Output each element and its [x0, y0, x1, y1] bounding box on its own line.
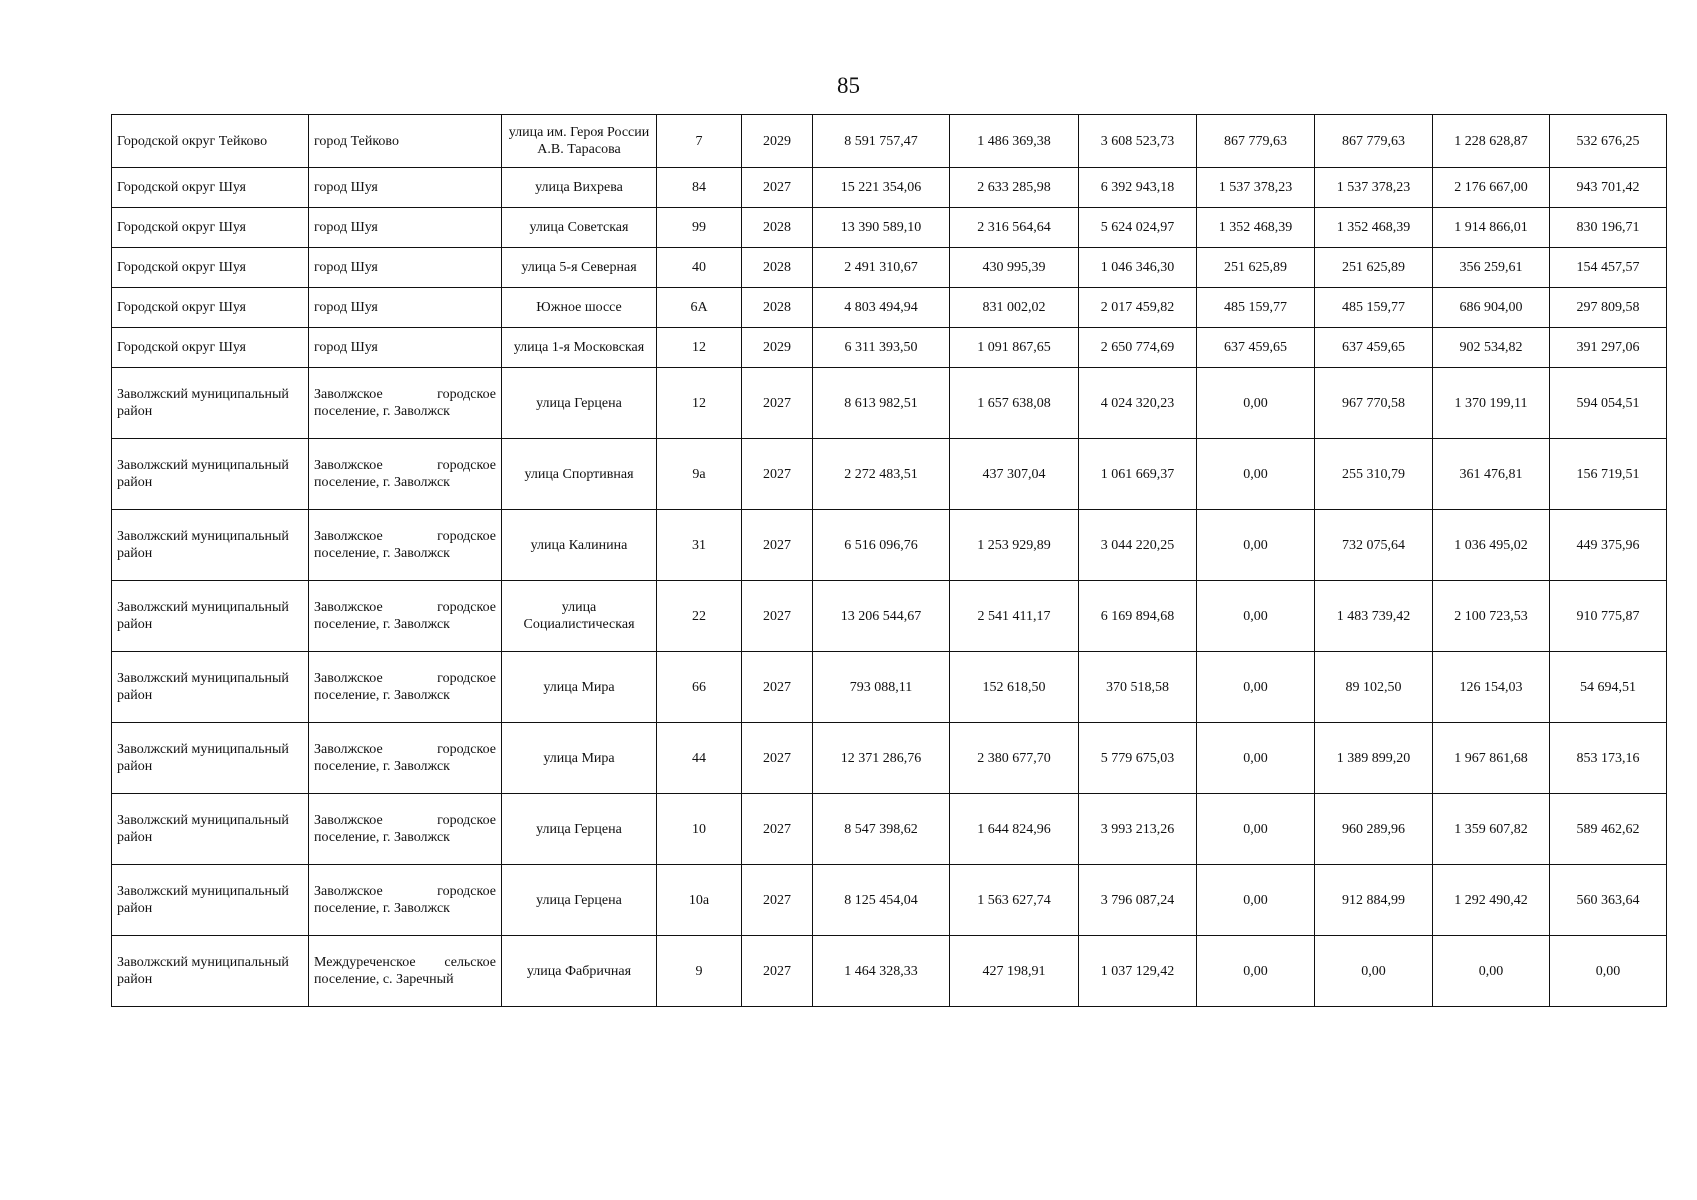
- cost-cell-1: 1 644 824,96: [950, 794, 1079, 865]
- year-cell: 2027: [742, 936, 813, 1007]
- street-cell: улица им. Героя России А.В. Тарасова: [502, 115, 657, 168]
- total-cost-cell: 12 371 286,76: [813, 723, 950, 794]
- cost-cell-6: 154 457,57: [1550, 248, 1667, 288]
- cost-cell-2: 4 024 320,23: [1079, 368, 1197, 439]
- settlement-cell: Заволжское городское поселение, г. Заволжск: [309, 368, 502, 439]
- cost-cell-2: 6 392 943,18: [1079, 168, 1197, 208]
- cost-cell-2: 3 044 220,25: [1079, 510, 1197, 581]
- settlement-cell: Междуреченское сельское поселение, с. Заречный: [309, 936, 502, 1007]
- cost-cell-5: 1 292 490,42: [1433, 865, 1550, 936]
- year-cell: 2027: [742, 439, 813, 510]
- cost-cell-2: 3 608 523,73: [1079, 115, 1197, 168]
- cost-cell-6: 391 297,06: [1550, 328, 1667, 368]
- cost-cell-6: 910 775,87: [1550, 581, 1667, 652]
- table-row: [112, 936, 1667, 1007]
- cost-cell-1: 437 307,04: [950, 439, 1079, 510]
- cost-cell-1: 2 316 564,64: [950, 208, 1079, 248]
- table-row: [112, 581, 1667, 652]
- year-cell: 2027: [742, 368, 813, 439]
- year-cell: 2027: [742, 865, 813, 936]
- year-cell: 2027: [742, 581, 813, 652]
- table-row: [112, 328, 1667, 368]
- cost-cell-3: 0,00: [1197, 581, 1315, 652]
- cost-cell-2: 5 779 675,03: [1079, 723, 1197, 794]
- street-cell: улица Герцена: [502, 794, 657, 865]
- street-cell: улица 5-я Северная: [502, 248, 657, 288]
- cost-cell-5: 1 359 607,82: [1433, 794, 1550, 865]
- municipality-cell: Заволжский муниципальный район: [112, 723, 309, 794]
- cost-cell-5: 0,00: [1433, 936, 1550, 1007]
- municipality-cell: Заволжский муниципальный район: [112, 652, 309, 723]
- cost-cell-5: 2 176 667,00: [1433, 168, 1550, 208]
- cost-cell-1: 427 198,91: [950, 936, 1079, 1007]
- house-number-cell: 31: [657, 510, 742, 581]
- cost-cell-1: 2 541 411,17: [950, 581, 1079, 652]
- settlement-cell: город Шуя: [309, 208, 502, 248]
- year-cell: 2027: [742, 168, 813, 208]
- cost-cell-4: 912 884,99: [1315, 865, 1433, 936]
- cost-cell-4: 637 459,65: [1315, 328, 1433, 368]
- cost-cell-1: 1 563 627,74: [950, 865, 1079, 936]
- municipality-cell: Городской округ Шуя: [112, 168, 309, 208]
- cost-cell-6: 532 676,25: [1550, 115, 1667, 168]
- cost-cell-6: 0,00: [1550, 936, 1667, 1007]
- cost-cell-5: 356 259,61: [1433, 248, 1550, 288]
- street-cell: улица Герцена: [502, 368, 657, 439]
- year-cell: 2028: [742, 248, 813, 288]
- year-cell: 2028: [742, 208, 813, 248]
- cost-cell-1: 2 380 677,70: [950, 723, 1079, 794]
- house-number-cell: 84: [657, 168, 742, 208]
- cost-cell-3: 0,00: [1197, 652, 1315, 723]
- cost-cell-6: 830 196,71: [1550, 208, 1667, 248]
- settlement-cell: Заволжское городское поселение, г. Заволжск: [309, 723, 502, 794]
- total-cost-cell: 1 464 328,33: [813, 936, 950, 1007]
- cost-cell-4: 1 483 739,42: [1315, 581, 1433, 652]
- cost-cell-6: 560 363,64: [1550, 865, 1667, 936]
- total-cost-cell: 793 088,11: [813, 652, 950, 723]
- year-cell: 2028: [742, 288, 813, 328]
- cost-cell-4: 867 779,63: [1315, 115, 1433, 168]
- house-number-cell: 7: [657, 115, 742, 168]
- cost-cell-3: 0,00: [1197, 936, 1315, 1007]
- table-row: [112, 723, 1667, 794]
- street-cell: улица Калинина: [502, 510, 657, 581]
- year-cell: 2027: [742, 794, 813, 865]
- total-cost-cell: 2 491 310,67: [813, 248, 950, 288]
- cost-cell-3: 0,00: [1197, 865, 1315, 936]
- house-number-cell: 10: [657, 794, 742, 865]
- cost-cell-4: 89 102,50: [1315, 652, 1433, 723]
- cost-cell-3: 0,00: [1197, 794, 1315, 865]
- cost-cell-5: 1 228 628,87: [1433, 115, 1550, 168]
- settlement-cell: город Шуя: [309, 168, 502, 208]
- house-number-cell: 66: [657, 652, 742, 723]
- cost-cell-4: 1 389 899,20: [1315, 723, 1433, 794]
- table-row: [112, 288, 1667, 328]
- cost-cell-2: 370 518,58: [1079, 652, 1197, 723]
- cost-cell-3: 251 625,89: [1197, 248, 1315, 288]
- year-cell: 2027: [742, 510, 813, 581]
- settlement-cell: город Тейково: [309, 115, 502, 168]
- street-cell: улица Спортивная: [502, 439, 657, 510]
- total-cost-cell: 13 390 589,10: [813, 208, 950, 248]
- municipality-cell: Заволжский муниципальный район: [112, 936, 309, 1007]
- house-number-cell: 22: [657, 581, 742, 652]
- cost-cell-4: 485 159,77: [1315, 288, 1433, 328]
- cost-cell-1: 2 633 285,98: [950, 168, 1079, 208]
- cost-cell-2: 3 796 087,24: [1079, 865, 1197, 936]
- cost-cell-3: 0,00: [1197, 368, 1315, 439]
- settlement-cell: Заволжское городское поселение, г. Заволжск: [309, 581, 502, 652]
- settlement-cell: город Шуя: [309, 248, 502, 288]
- table-row: [112, 115, 1667, 168]
- cost-cell-5: 1 036 495,02: [1433, 510, 1550, 581]
- cost-cell-6: 156 719,51: [1550, 439, 1667, 510]
- cost-cell-1: 1 657 638,08: [950, 368, 1079, 439]
- street-cell: улица Мира: [502, 723, 657, 794]
- street-cell: улица Герцена: [502, 865, 657, 936]
- municipality-cell: Заволжский муниципальный район: [112, 510, 309, 581]
- house-number-cell: 99: [657, 208, 742, 248]
- cost-cell-2: 1 046 346,30: [1079, 248, 1197, 288]
- cost-cell-2: 5 624 024,97: [1079, 208, 1197, 248]
- year-cell: 2029: [742, 115, 813, 168]
- cost-cell-5: 2 100 723,53: [1433, 581, 1550, 652]
- cost-cell-2: 2 017 459,82: [1079, 288, 1197, 328]
- cost-cell-4: 1 352 468,39: [1315, 208, 1433, 248]
- total-cost-cell: 15 221 354,06: [813, 168, 950, 208]
- cost-cell-3: 0,00: [1197, 510, 1315, 581]
- total-cost-cell: 8 591 757,47: [813, 115, 950, 168]
- settlement-cell: Заволжское городское поселение, г. Заволжск: [309, 652, 502, 723]
- municipality-cell: Городской округ Шуя: [112, 288, 309, 328]
- cost-cell-6: 589 462,62: [1550, 794, 1667, 865]
- cost-cell-2: 2 650 774,69: [1079, 328, 1197, 368]
- cost-cell-3: 1 352 468,39: [1197, 208, 1315, 248]
- data-table: [111, 114, 1667, 1007]
- settlement-cell: Заволжское городское поселение, г. Заволжск: [309, 510, 502, 581]
- cost-cell-4: 0,00: [1315, 936, 1433, 1007]
- total-cost-cell: 8 547 398,62: [813, 794, 950, 865]
- municipality-cell: Заволжский муниципальный район: [112, 794, 309, 865]
- municipality-cell: Заволжский муниципальный район: [112, 865, 309, 936]
- cost-cell-5: 686 904,00: [1433, 288, 1550, 328]
- cost-cell-5: 1 914 866,01: [1433, 208, 1550, 248]
- settlement-cell: Заволжское городское поселение, г. Заволжск: [309, 865, 502, 936]
- cost-cell-2: 1 061 669,37: [1079, 439, 1197, 510]
- street-cell: улица Вихрева: [502, 168, 657, 208]
- year-cell: 2027: [742, 652, 813, 723]
- cost-cell-4: 967 770,58: [1315, 368, 1433, 439]
- table-row: [112, 439, 1667, 510]
- municipality-cell: Городской округ Шуя: [112, 208, 309, 248]
- cost-cell-4: 255 310,79: [1315, 439, 1433, 510]
- municipality-cell: Заволжский муниципальный район: [112, 368, 309, 439]
- cost-cell-6: 449 375,96: [1550, 510, 1667, 581]
- cost-cell-6: 943 701,42: [1550, 168, 1667, 208]
- street-cell: Южное шоссе: [502, 288, 657, 328]
- municipality-cell: Заволжский муниципальный район: [112, 581, 309, 652]
- settlement-cell: город Шуя: [309, 288, 502, 328]
- cost-cell-3: 637 459,65: [1197, 328, 1315, 368]
- total-cost-cell: 2 272 483,51: [813, 439, 950, 510]
- street-cell: улица Фабричная: [502, 936, 657, 1007]
- house-number-cell: 10а: [657, 865, 742, 936]
- year-cell: 2027: [742, 723, 813, 794]
- table-row: [112, 652, 1667, 723]
- cost-cell-5: 361 476,81: [1433, 439, 1550, 510]
- table-row: [112, 248, 1667, 288]
- municipality-cell: Городской округ Тейково: [112, 115, 309, 168]
- total-cost-cell: 13 206 544,67: [813, 581, 950, 652]
- total-cost-cell: 4 803 494,94: [813, 288, 950, 328]
- house-number-cell: 6А: [657, 288, 742, 328]
- total-cost-cell: 8 125 454,04: [813, 865, 950, 936]
- table-row: [112, 865, 1667, 936]
- house-number-cell: 44: [657, 723, 742, 794]
- street-cell: улица Советская: [502, 208, 657, 248]
- cost-cell-1: 1 253 929,89: [950, 510, 1079, 581]
- total-cost-cell: 6 516 096,76: [813, 510, 950, 581]
- cost-cell-2: 6 169 894,68: [1079, 581, 1197, 652]
- house-number-cell: 40: [657, 248, 742, 288]
- page-number: 85: [837, 73, 860, 98]
- municipality-cell: Городской округ Шуя: [112, 328, 309, 368]
- table-row: [112, 208, 1667, 248]
- cost-cell-5: 902 534,82: [1433, 328, 1550, 368]
- table-row: [112, 168, 1667, 208]
- cost-cell-6: 853 173,16: [1550, 723, 1667, 794]
- house-number-cell: 9: [657, 936, 742, 1007]
- cost-cell-1: 430 995,39: [950, 248, 1079, 288]
- total-cost-cell: 8 613 982,51: [813, 368, 950, 439]
- cost-cell-3: 867 779,63: [1197, 115, 1315, 168]
- table-row: [112, 368, 1667, 439]
- cost-cell-3: 1 537 378,23: [1197, 168, 1315, 208]
- cost-cell-5: 126 154,03: [1433, 652, 1550, 723]
- settlement-cell: Заволжское городское поселение, г. Заволжск: [309, 794, 502, 865]
- cost-cell-1: 1 091 867,65: [950, 328, 1079, 368]
- cost-cell-5: 1 967 861,68: [1433, 723, 1550, 794]
- cost-cell-6: 594 054,51: [1550, 368, 1667, 439]
- cost-cell-4: 251 625,89: [1315, 248, 1433, 288]
- cost-cell-3: 485 159,77: [1197, 288, 1315, 328]
- cost-cell-1: 1 486 369,38: [950, 115, 1079, 168]
- street-cell: улица Социалистическая: [502, 581, 657, 652]
- cost-cell-1: 831 002,02: [950, 288, 1079, 328]
- table-row: [112, 510, 1667, 581]
- cost-cell-6: 54 694,51: [1550, 652, 1667, 723]
- table-row: [112, 794, 1667, 865]
- settlement-cell: Заволжское городское поселение, г. Заволжск: [309, 439, 502, 510]
- street-cell: улица 1-я Московская: [502, 328, 657, 368]
- cost-cell-6: 297 809,58: [1550, 288, 1667, 328]
- house-number-cell: 9а: [657, 439, 742, 510]
- cost-cell-5: 1 370 199,11: [1433, 368, 1550, 439]
- house-number-cell: 12: [657, 368, 742, 439]
- cost-cell-3: 0,00: [1197, 439, 1315, 510]
- cost-cell-3: 0,00: [1197, 723, 1315, 794]
- street-cell: улица Мира: [502, 652, 657, 723]
- table-body: [112, 115, 1667, 1007]
- cost-cell-4: 960 289,96: [1315, 794, 1433, 865]
- house-number-cell: 12: [657, 328, 742, 368]
- year-cell: 2029: [742, 328, 813, 368]
- total-cost-cell: 6 311 393,50: [813, 328, 950, 368]
- municipality-cell: Заволжский муниципальный район: [112, 439, 309, 510]
- cost-cell-2: 1 037 129,42: [1079, 936, 1197, 1007]
- settlement-cell: город Шуя: [309, 328, 502, 368]
- cost-cell-4: 1 537 378,23: [1315, 168, 1433, 208]
- cost-cell-1: 152 618,50: [950, 652, 1079, 723]
- cost-cell-4: 732 075,64: [1315, 510, 1433, 581]
- cost-cell-2: 3 993 213,26: [1079, 794, 1197, 865]
- municipality-cell: Городской округ Шуя: [112, 248, 309, 288]
